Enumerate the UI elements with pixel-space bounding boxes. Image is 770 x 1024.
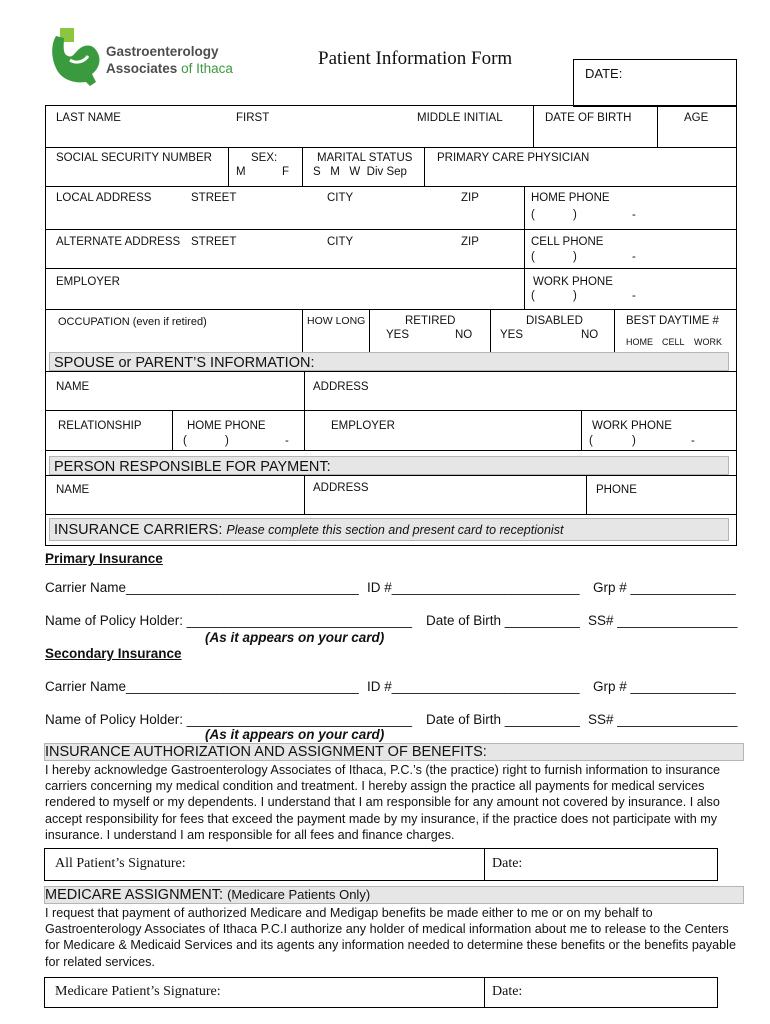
- spouse-home-close: ): [225, 435, 229, 447]
- signature-divider: [484, 848, 485, 881]
- spouse-work-open: (: [589, 435, 593, 447]
- last-name-field[interactable]: LAST NAME: [56, 112, 121, 124]
- primary-policy-holder-field[interactable]: Name of Policy Holder: ______________________________: [45, 613, 413, 628]
- alt-zip-field[interactable]: ZIP: [461, 236, 479, 248]
- primary-grp-field[interactable]: Grp # ______________: [593, 580, 736, 595]
- spouse-work-phone-label: WORK PHONE: [592, 420, 672, 432]
- secondary-ss-field[interactable]: SS# ________________: [588, 712, 738, 727]
- insurance-header-note: Please complete this section and present card to receptionist: [226, 523, 564, 537]
- col-divider: [302, 309, 303, 352]
- col-divider: [657, 105, 658, 147]
- spouse-address-field[interactable]: ADDRESS: [313, 381, 369, 393]
- row-divider: [45, 475, 737, 476]
- spouse-home-open: (: [183, 435, 187, 447]
- row-divider: [45, 229, 737, 230]
- local-address-field[interactable]: LOCAL ADDRESS: [56, 192, 152, 204]
- col-divider: [524, 186, 525, 309]
- pcp-field[interactable]: PRIMARY CARE PHYSICIAN: [437, 152, 590, 164]
- sex-female-option[interactable]: F: [282, 166, 290, 178]
- medicare-text: I request that payment of authorized Medicare and Medigap benefits be made either to me or on my behalf to Gastroenterology Associates of Ithaca P.C.I authorize any holder of medical information about me to release to the Centers for Medicare & Medicaid Services and its agents any information needed to determine these benefits or the benefits payable for related services.: [45, 906, 736, 969]
- payment-address-field[interactable]: ADDRESS: [313, 482, 369, 494]
- local-street-field[interactable]: STREET: [191, 192, 237, 204]
- spouse-work-close: ): [632, 435, 636, 447]
- disabled-yes[interactable]: YES: [500, 329, 524, 341]
- authorization-header: INSURANCE AUTHORIZATION AND ASSIGNMENT OF BENEFITS:: [45, 744, 487, 760]
- medicare-signature-date-label: Date:: [492, 984, 523, 999]
- cell-phone-label: CELL PHONE: [531, 236, 604, 248]
- occupation-field[interactable]: OCCUPATION (even if retired): [58, 316, 207, 328]
- logo-line2: [106, 61, 233, 76]
- stomach-logo-icon: [46, 24, 104, 88]
- primary-carrier-name-field[interactable]: Carrier Name_______________________________: [45, 580, 359, 595]
- spouse-home-phone-label: HOME PHONE: [187, 420, 266, 432]
- spouse-employer-field[interactable]: EMPLOYER: [331, 420, 395, 432]
- logo-associates: Associates: [106, 61, 178, 76]
- primary-policy-dob-field[interactable]: Date of Birth __________: [426, 613, 580, 628]
- spouse-home-dash: -: [285, 435, 289, 447]
- middle-initial-field[interactable]: MIDDLE INITIAL: [417, 112, 503, 124]
- col-divider: [228, 147, 229, 186]
- sex-label: SEX:: [251, 152, 278, 164]
- home-phone-label: HOME PHONE: [531, 192, 610, 204]
- col-divider: [581, 410, 582, 450]
- cell-phone-open: (: [531, 251, 535, 263]
- col-divider: [533, 105, 534, 147]
- primary-card-note: (As it appears on your card): [205, 630, 385, 645]
- row-divider: [45, 186, 737, 187]
- first-name-field[interactable]: FIRST: [236, 112, 270, 124]
- col-divider: [424, 147, 425, 186]
- medicare-header: [45, 887, 370, 903]
- row-divider: [45, 410, 737, 411]
- date-of-birth-field[interactable]: DATE OF BIRTH: [545, 112, 632, 124]
- payment-header: PERSON RESPONSIBLE FOR PAYMENT:: [54, 459, 331, 475]
- work-phone-label: WORK PHONE: [533, 276, 613, 288]
- marital-status-label: MARITAL STATUS: [317, 152, 413, 164]
- work-phone-open: (: [531, 290, 535, 302]
- patient-signature-date-label: Date:: [492, 856, 523, 871]
- marital-status-options[interactable]: S M W Div Sep: [313, 166, 407, 178]
- alternate-address-field[interactable]: ALTERNATE ADDRESS: [56, 236, 181, 248]
- payment-name-field[interactable]: NAME: [56, 484, 90, 496]
- secondary-insurance-title: Secondary Insurance: [45, 646, 182, 661]
- best-daytime-work[interactable]: WORK: [694, 337, 722, 347]
- cell-phone-close: ): [573, 251, 577, 263]
- best-daytime-cell[interactable]: CELL: [662, 337, 685, 347]
- local-zip-field[interactable]: ZIP: [461, 192, 479, 204]
- authorization-text: I hereby acknowledge Gastroenterology Associates of Ithaca, P.C.’s (the practice) right to furnish information to insurance carriers concerning my medical condition and treatment. I hereby assign the practice all payments for medical services rendered to myself or my dependents. I understand that I am responsible for any amount not covered by insurance. I also accept responsibility for fees that exceed the payment made by my insurance, if the practice does not participate with my insurance. I understand I am responsible for all fees and finance charges.: [45, 763, 721, 842]
- local-city-field[interactable]: CITY: [327, 192, 354, 204]
- secondary-carrier-name-field[interactable]: Carrier Name_______________________________: [45, 679, 359, 694]
- col-divider: [172, 410, 173, 450]
- ssn-field[interactable]: SOCIAL SECURITY NUMBER: [56, 152, 212, 164]
- row-divider: [45, 450, 737, 451]
- spouse-name-field[interactable]: NAME: [56, 381, 90, 393]
- retired-label: RETIRED: [405, 315, 456, 327]
- row-divider: [45, 147, 737, 148]
- work-phone-dash: -: [632, 290, 636, 302]
- payment-phone-field[interactable]: PHONE: [596, 484, 637, 496]
- alt-street-field[interactable]: STREET: [191, 236, 237, 248]
- form-title: Patient Information Form: [318, 48, 513, 69]
- secondary-id-field[interactable]: ID #_________________________: [367, 679, 580, 694]
- home-phone-close: ): [573, 209, 577, 221]
- disabled-label: DISABLED: [526, 315, 583, 327]
- medicare-signature-label: Medicare Patient’s Signature:: [55, 984, 221, 999]
- spouse-work-dash: -: [691, 435, 695, 447]
- row-divider: [45, 514, 737, 515]
- spouse-header: SPOUSE or PARENT’S INFORMATION:: [54, 355, 315, 371]
- row-divider: [45, 309, 737, 310]
- medicare-signature-divider: [484, 977, 485, 1008]
- date-label: DATE:: [585, 66, 623, 81]
- logo-line1: Gastroenterology: [106, 44, 219, 59]
- logo-ithaca: of Ithaca: [181, 61, 233, 76]
- logo: [46, 24, 236, 88]
- col-divider: [304, 371, 305, 450]
- how-long-field[interactable]: HOW LONG: [307, 315, 366, 327]
- primary-id-field[interactable]: ID #_________________________: [367, 580, 580, 595]
- age-field[interactable]: AGE: [684, 112, 709, 124]
- home-phone-dash: -: [632, 209, 636, 221]
- row-divider: [45, 268, 737, 269]
- secondary-policy-dob-field[interactable]: Date of Birth __________: [426, 712, 580, 727]
- insurance-header-title: INSURANCE CARRIERS:: [54, 522, 223, 538]
- work-phone-close: ): [573, 290, 577, 302]
- col-divider: [302, 147, 303, 186]
- best-daytime-label: BEST DAYTIME #: [626, 315, 719, 327]
- col-divider: [586, 475, 587, 514]
- sex-male-option[interactable]: M: [236, 166, 246, 178]
- secondary-card-note: (As it appears on your card): [205, 727, 385, 742]
- row-divider: [45, 371, 737, 372]
- primary-insurance-title: Primary Insurance: [45, 551, 163, 566]
- medicare-header-title: MEDICARE ASSIGNMENT:: [45, 887, 224, 903]
- col-divider: [614, 309, 615, 352]
- cell-phone-dash: -: [632, 251, 636, 263]
- col-divider: [490, 309, 491, 352]
- disabled-no[interactable]: NO: [581, 329, 599, 341]
- secondary-policy-holder-field[interactable]: Name of Policy Holder: ______________________________: [45, 712, 413, 727]
- col-divider: [304, 475, 305, 514]
- col-divider: [369, 309, 370, 352]
- spouse-relationship-field[interactable]: RELATIONSHIP: [58, 420, 142, 432]
- primary-ss-field[interactable]: SS# ________________: [588, 613, 738, 628]
- patient-signature-label: All Patient’s Signature:: [55, 856, 186, 871]
- retired-yes[interactable]: YES: [386, 329, 410, 341]
- medicare-header-note: (Medicare Patients Only): [227, 887, 371, 902]
- insurance-header: [54, 522, 563, 538]
- employer-field[interactable]: EMPLOYER: [56, 276, 120, 288]
- alt-city-field[interactable]: CITY: [327, 236, 354, 248]
- home-phone-open: (: [531, 209, 535, 221]
- retired-no[interactable]: NO: [455, 329, 473, 341]
- secondary-grp-field[interactable]: Grp # ______________: [593, 679, 736, 694]
- best-daytime-home[interactable]: HOME: [626, 337, 653, 347]
